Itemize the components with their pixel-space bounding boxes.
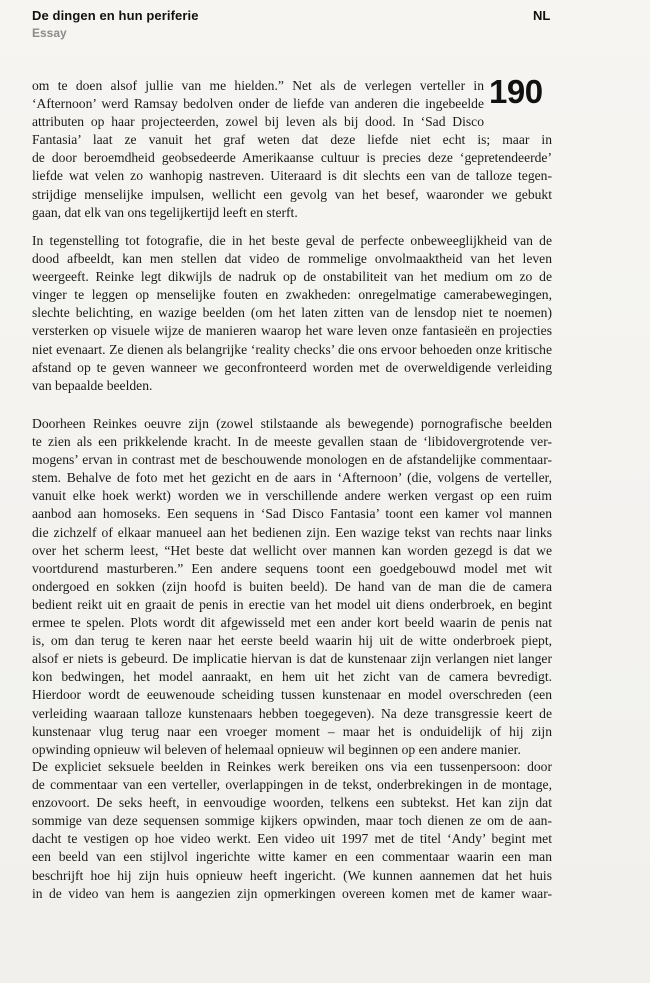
text-line: dood afbeeldt, kan men stellen dat video de rommelige onvolmaaktheid van het leven bbox=[32, 251, 552, 267]
text-line: niet evenaart. Ze dienen als belangrijke ‘reality checks’ die ons ervoor behoeden onze kritische bbox=[32, 341, 552, 357]
text-line: gaan, dat elk van ons tegelijkertijd leeft en sterft. bbox=[32, 204, 298, 220]
paragraph-2 bbox=[32, 232, 552, 395]
text-line: sommige van deze sequensen sommige kijkers opwinden, maar toch dienen ze om de aan- bbox=[32, 813, 552, 829]
text-line: ermee te spelen. Plots wordt dit afgewisseld met een ander kort beeld waarin de penis nat bbox=[32, 615, 552, 631]
text-line: beschrijft hoe hij zijn huis opnieuw heeft ingericht. (We kunnen aannemen dat het huis bbox=[32, 867, 552, 883]
text-line: Hierdoor wordt de eeuwenoude scheiding tussen kunstenaar en model overschreden (een bbox=[32, 687, 552, 703]
text-line: strijdige menselijke impulsen, wellicht een gevolg van het besef, waaronder we gebukt bbox=[32, 186, 552, 202]
text-line: bedient reikt uit en graait de penis in erectie van het model uit diens onderbroek, en begint bbox=[32, 596, 552, 612]
text-line: versterken op visuele wijze de manieren waarop het ware leven onze fantasieën en projecties bbox=[32, 323, 552, 339]
text-line: aanbod aan homoseks. Een sequens in ‘Sad Disco Fantasia’ toont een kamer vol mannen bbox=[32, 506, 552, 522]
text-line: in de video van hem is aangezien zijn opmerkingen overeen komen met de kamer waar- bbox=[32, 885, 552, 901]
text-line: vinger te leggen op menselijke fouten en zwakheden: onregelmatige camerabewegingen, bbox=[32, 287, 552, 303]
text-line: over het scherm leest, “Het beste dat wellicht over mannen kan worden gezegd is dat we bbox=[32, 542, 552, 558]
text-line: weergeeft. Reinke legt dikwijls de nadruk op de onstabiliteit van het medium om zo de bbox=[32, 269, 552, 285]
text-line: mogens’ ervan in contrast met de beschouwende monologen en de afstandelijke commentaar- bbox=[32, 452, 552, 468]
text-line: kunstenaar vlug terug naar een vroeger moment – maar het is onduidelijk of hij zijn bbox=[32, 723, 552, 739]
text-line: enzovoort. De seks heeft, in eenvoudige woorden, telkens een subtekst. Het kan zijn dat bbox=[32, 795, 552, 811]
text-line: Doorheen Reinkes oeuvre zijn (zowel stilstaande als bewegende) pornografische beelden bbox=[32, 416, 552, 431]
text-line: attributen op haar projecteerden, zowel bij leven als bij dood. In ‘Sad Disco bbox=[32, 114, 484, 130]
text-line: alsof er niets is gebeurd. De implicatie hiervan is dat de kunstenaar zijn verlangen niet langer bbox=[32, 651, 552, 667]
text-line: de door beroemdheid geobsedeerde Amerikaanse cultuur is precies deze ‘gepretendeerde’ bbox=[32, 150, 552, 166]
language-code: NL bbox=[533, 8, 551, 23]
text-line: van bepaalde beelden. bbox=[32, 377, 153, 393]
paragraph-3 bbox=[32, 415, 552, 759]
text-line: liefde wat velen zo wanhopig nastreven. Uiteraard is dit slechts een van de talloze tegen- bbox=[32, 168, 552, 184]
paragraph-1 bbox=[32, 77, 552, 222]
running-header-section: Essay bbox=[32, 26, 67, 40]
page-number: 190 bbox=[489, 73, 543, 110]
text-line: ‘Afternoon’ werd Ramsay bedolven onder de liefde van anderen die ingebeelde bbox=[32, 96, 484, 112]
text-line: afstand op te geven wanneer we geconfronteerd worden met de overweldigende verleiding bbox=[32, 359, 552, 375]
text-line: is, om dan terug te keren naar het eerste beeld waarin hij uit de witte onderbroek piept, bbox=[32, 633, 552, 649]
text-line: verleiding waaraan talloze kunstenaars hebben toegegeven). Na deze transgressie keert de bbox=[32, 705, 552, 721]
running-header-title: De dingen en hun periferie bbox=[32, 8, 199, 23]
text-line: slechte belichting, en wazige beelden (om het laten zitten van de lensdop niet te noemen) bbox=[32, 305, 552, 321]
text-line: een beeld van een stijlvol ingerichte witte kamer en een commentaar waarin een man bbox=[32, 849, 552, 865]
text-line: vanuit elke hoek werkt) worden we in verschillende andere werken vergast op een ruim bbox=[32, 488, 552, 504]
text-line: dacht te vestigen op hoe video werkt. Een video uit 1997 met de titel ‘Andy’ begint met bbox=[32, 831, 552, 847]
text-line: kon bedwingen, het model aanraakt, en hem uit het zicht van de camera bevredigt. bbox=[32, 669, 552, 685]
text-line: om te doen alsof jullie van me hielden.” Net als de verlegen verteller in bbox=[32, 78, 484, 93]
text-line: die zichzelf of elkaar manueel aan het bedienen zijn. Een wazige tekst van rechts naar links bbox=[32, 524, 552, 540]
paragraph-4 bbox=[32, 758, 552, 903]
text-line: te zien als een prikkelende kracht. In de meeste gevallen staan de ‘libidovergrotende ver- bbox=[32, 434, 552, 450]
text-line: de commentaar van een verteller, overlappingen in de tekst, onderbrekingen in de montage, bbox=[32, 777, 552, 793]
text-line: voortdurend masturberen.” Een andere sequens toont een goedgebouwd model met wit bbox=[32, 560, 552, 576]
text-line: In tegenstelling tot fotografie, die in het beste geval de perfecte onbeweeglijkheid van de bbox=[32, 233, 552, 248]
text-line: Fantasia’ laat ze vanuit het graf weten dat deze liefde niet echt is; maar in bbox=[32, 132, 552, 148]
text-line: opwinding opnieuw wil beleven of helemaal opnieuw wil beginnen op een andere manier. bbox=[32, 741, 521, 757]
text-line: ondergoed en sokken (zijn hoofd is buiten beeld). De hand van de man die de camera bbox=[32, 578, 552, 594]
text-line: stem. Behalve de foto met het gezicht en de aars in ‘Afternoon’ (die, volgens de verteller, bbox=[32, 470, 552, 486]
text-line: De expliciet seksuele beelden in Reinkes werk bereiken ons via een tussenpersoon: door bbox=[32, 759, 552, 774]
